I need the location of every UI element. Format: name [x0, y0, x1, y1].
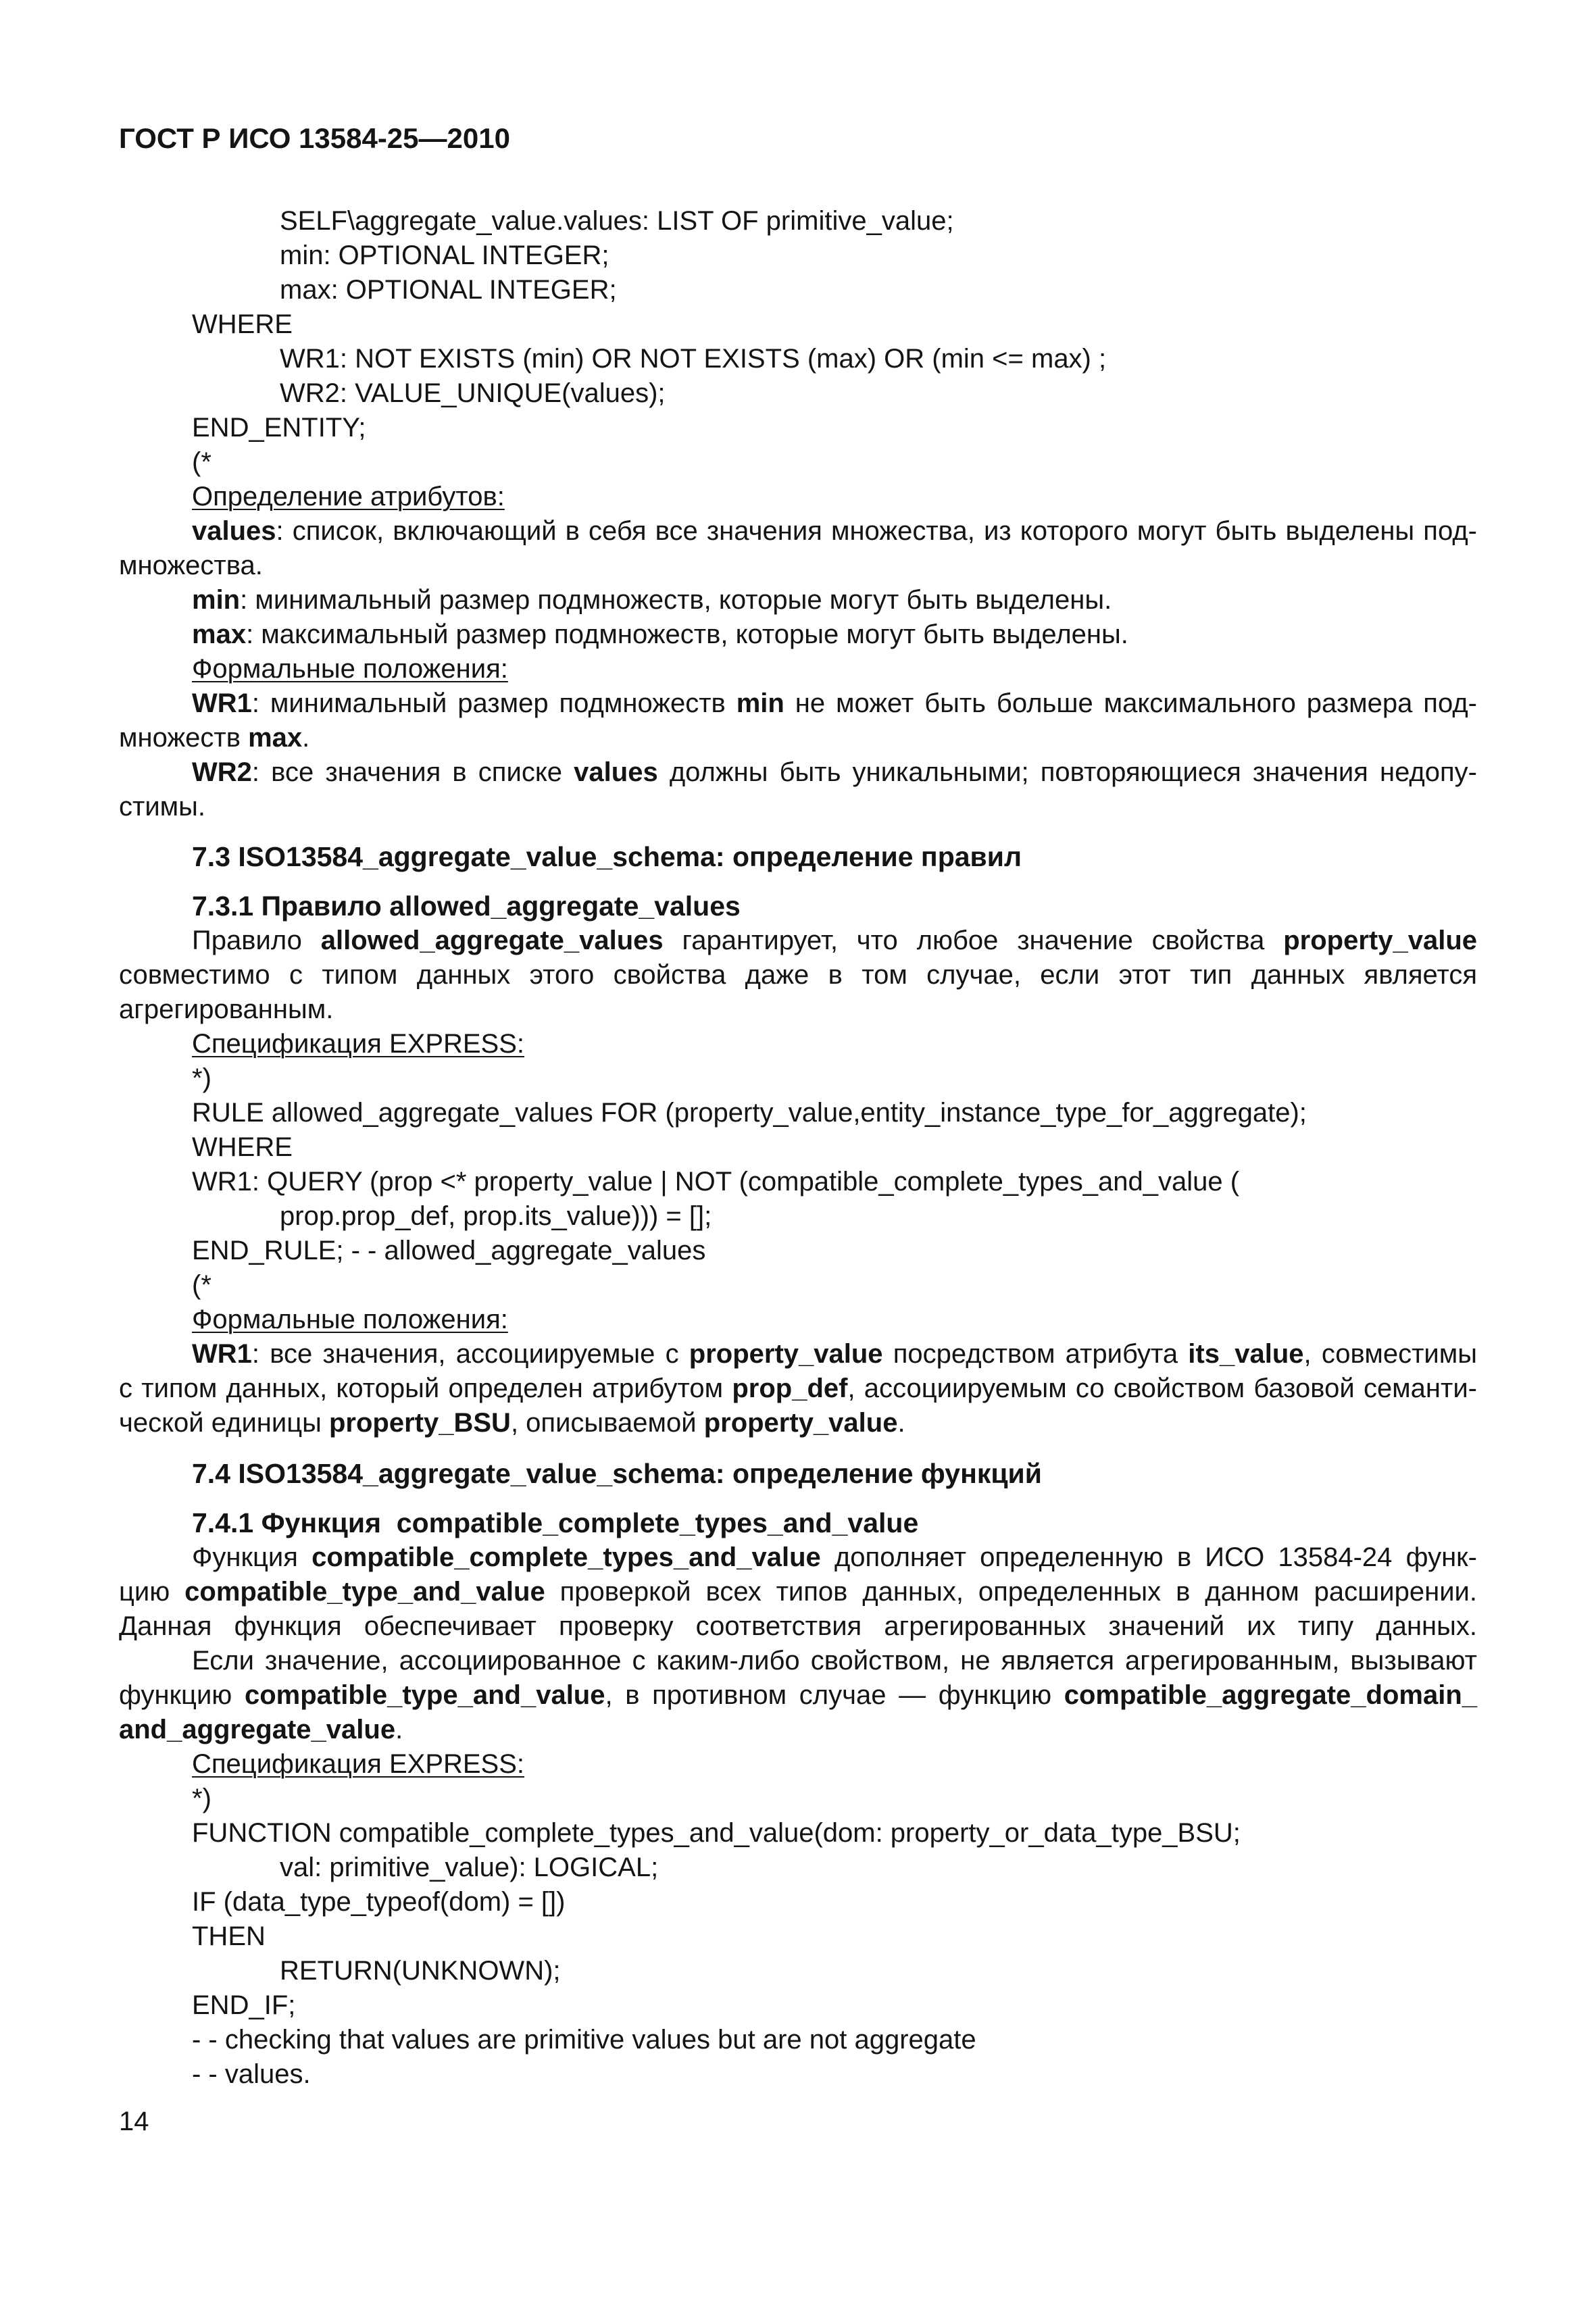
rule-formal-wr1 — [192, 1337, 1477, 1371]
attribute-min-def — [192, 583, 1112, 617]
text: Правило — [192, 926, 321, 955]
text: , ассоциируемым со свойством базовой семанти- — [847, 1374, 1478, 1403]
term: compatible_type_and_value — [244, 1680, 605, 1710]
code-line: WHERE — [192, 1132, 293, 1162]
formal-heading: Формальные положения: — [192, 654, 508, 684]
rule-formal-wr1-end — [119, 1406, 905, 1440]
function-paragraph — [192, 1540, 1477, 1574]
text: функцию — [119, 1680, 245, 1710]
term: min — [192, 585, 241, 615]
term: min — [736, 688, 784, 718]
text: : минимальный размер подмножеств — [251, 688, 737, 718]
code-line: - - values. — [192, 2059, 311, 2089]
code-line: prop.prop_def, prop.its_value))) = []; — [280, 1201, 712, 1231]
text: , описываемой — [510, 1408, 704, 1438]
term: compatible_type_and_value — [184, 1577, 545, 1607]
code-line: max: OPTIONAL INTEGER; — [280, 275, 617, 305]
express-spec-heading: Спецификация EXPRESS: — [192, 1749, 525, 1779]
text: ческой единицы — [119, 1408, 329, 1438]
formal-wr1-cont — [119, 721, 309, 755]
code-line: FUNCTION compatible_complete_types_and_value(dom: property_or_data_type_BSU; — [192, 1818, 1241, 1848]
document-header: ГОСТ Р ИСО 13584-25—2010 — [119, 122, 510, 154]
text: : все значения в списке — [251, 757, 574, 787]
section-heading: 7.3 ISO13584_aggregate_value_schema: определение правил — [192, 841, 1022, 872]
code-line: END_ENTITY; — [192, 413, 366, 443]
code-line: RETURN(UNKNOWN); — [280, 1956, 561, 1986]
term: compatible_complete_types_and_value — [311, 1542, 821, 1572]
text: проверкой всех типов данных, определенных в данном расширении. — [545, 1577, 1477, 1607]
rule-formal-wr1-cont — [119, 1372, 1477, 1405]
text: должны быть уникальными; повторяющиеся значения недопу- — [657, 757, 1477, 787]
attributes-heading: Определение атрибутов: — [192, 482, 505, 511]
code-line: IF (data_type_typeof(dom) = []) — [192, 1887, 566, 1917]
term: property_value — [1283, 926, 1478, 955]
term: property_value — [689, 1339, 883, 1369]
function-paragraph-2-end — [119, 1713, 403, 1746]
formal-heading: Формальные положения: — [192, 1305, 508, 1334]
code-line: RULE allowed_aggregate_values FOR (property_value,entity_instance_type_for_aggregate); — [192, 1098, 1307, 1128]
code-line: SELF\aggregate_value.values: LIST OF primitive_value; — [280, 206, 954, 236]
code-line: END_IF; — [192, 1990, 296, 2020]
term: values — [192, 516, 276, 546]
text: Данная функция обеспечивает проверку соответствия агрегированных значений их типу данных. — [119, 1611, 1477, 1641]
code-line: THEN — [192, 1921, 266, 1951]
code-line: WHERE — [192, 309, 293, 339]
term: values — [574, 757, 658, 787]
subsection-heading: 7.3.1 Правило allowed_aggregate_values — [192, 890, 741, 922]
term: WR1 — [192, 688, 252, 718]
express-spec-heading: Спецификация EXPRESS: — [192, 1029, 525, 1059]
text: цию — [119, 1577, 185, 1607]
term: WR2 — [192, 757, 252, 787]
term: compatible_aggregate_domain_ — [1064, 1680, 1478, 1710]
function-paragraph-2-cont — [119, 1678, 1477, 1712]
text: : список, включающий в себя все значения множества, из которого могут быть выделены под- — [276, 516, 1477, 546]
formal-wr1 — [192, 686, 1477, 720]
term: max — [248, 723, 303, 753]
code-line: (* — [192, 1270, 211, 1300]
term: property_value — [703, 1408, 898, 1438]
term: max — [192, 620, 247, 649]
formal-wr2-cont: стимы. — [119, 792, 206, 822]
text: дополняет определенную в ИСО 13584-24 функ- — [820, 1542, 1478, 1572]
formal-wr2 — [192, 755, 1477, 789]
text: не может быть больше максимального размера под- — [784, 688, 1477, 718]
text: : все значения, ассоциируемые с — [251, 1339, 689, 1369]
code-line: *) — [192, 1784, 211, 1813]
page-number: 14 — [119, 2107, 149, 2136]
attribute-max-def — [192, 618, 1128, 651]
code-line: val: primitive_value): LOGICAL; — [280, 1853, 659, 1882]
text: : минимальный размер подмножеств, которые могут быть выделены. — [240, 585, 1112, 615]
text: гарантирует, что любое значение свойства — [663, 926, 1284, 955]
text: с типом данных, который определен атрибутом — [119, 1374, 732, 1403]
text: , совместимы — [1303, 1339, 1477, 1369]
code-line: WR1: QUERY (prop <* property_value | NOT (compatible_complete_types_and_value ( — [192, 1167, 1240, 1197]
text: . — [395, 1715, 403, 1744]
term: property_BSU — [329, 1408, 511, 1438]
function-paragraph-2 — [192, 1644, 1477, 1678]
code-line: WR2: VALUE_UNIQUE(values); — [280, 378, 666, 408]
text: , в противном случае — функцию — [605, 1680, 1064, 1710]
term: prop_def — [732, 1374, 848, 1403]
text: Функция — [192, 1542, 312, 1572]
code-line: min: OPTIONAL INTEGER; — [280, 241, 609, 270]
term: allowed_aggregate_values — [320, 926, 664, 955]
subsection-heading: 7.4.1 Функция compatible_complete_types_and_value — [192, 1507, 919, 1538]
text: . — [302, 723, 310, 753]
term: its_value — [1188, 1339, 1304, 1369]
attribute-values-def — [192, 514, 1477, 548]
term: and_aggregate_value — [119, 1715, 396, 1744]
rule-paragraph-end: агрегированным. — [119, 995, 334, 1024]
text: посредством атрибута — [882, 1339, 1189, 1369]
code-line: WR1: NOT EXISTS (min) OR NOT EXISTS (max) OR (min <= max) ; — [280, 344, 1107, 374]
term: WR1 — [192, 1339, 252, 1369]
attribute-values-def-cont: множества. — [119, 551, 263, 580]
function-paragraph-end — [119, 1609, 1477, 1643]
section-heading: 7.4 ISO13584_aggregate_value_schema: определение функций — [192, 1458, 1042, 1489]
function-paragraph-cont — [119, 1575, 1477, 1609]
text: : максимальный размер подмножеств, которые могут быть выделены. — [246, 620, 1128, 649]
code-line: (* — [192, 447, 211, 477]
code-line: END_RULE; - - allowed_aggregate_values — [192, 1236, 706, 1265]
text: совместимо с типом данных этого свойства даже в том случае, если этот тип данных является — [119, 960, 1477, 990]
code-line: *) — [192, 1063, 211, 1093]
rule-paragraph-cont — [119, 958, 1477, 992]
text: . — [897, 1408, 905, 1438]
text: множеств — [119, 723, 249, 753]
rule-paragraph — [192, 924, 1477, 957]
code-line: - - checking that values are primitive values but are not aggregate — [192, 2025, 976, 2055]
text: Если значение, ассоциированное с каким-либо свойством, не является агрегированным, вызывают — [192, 1646, 1477, 1676]
